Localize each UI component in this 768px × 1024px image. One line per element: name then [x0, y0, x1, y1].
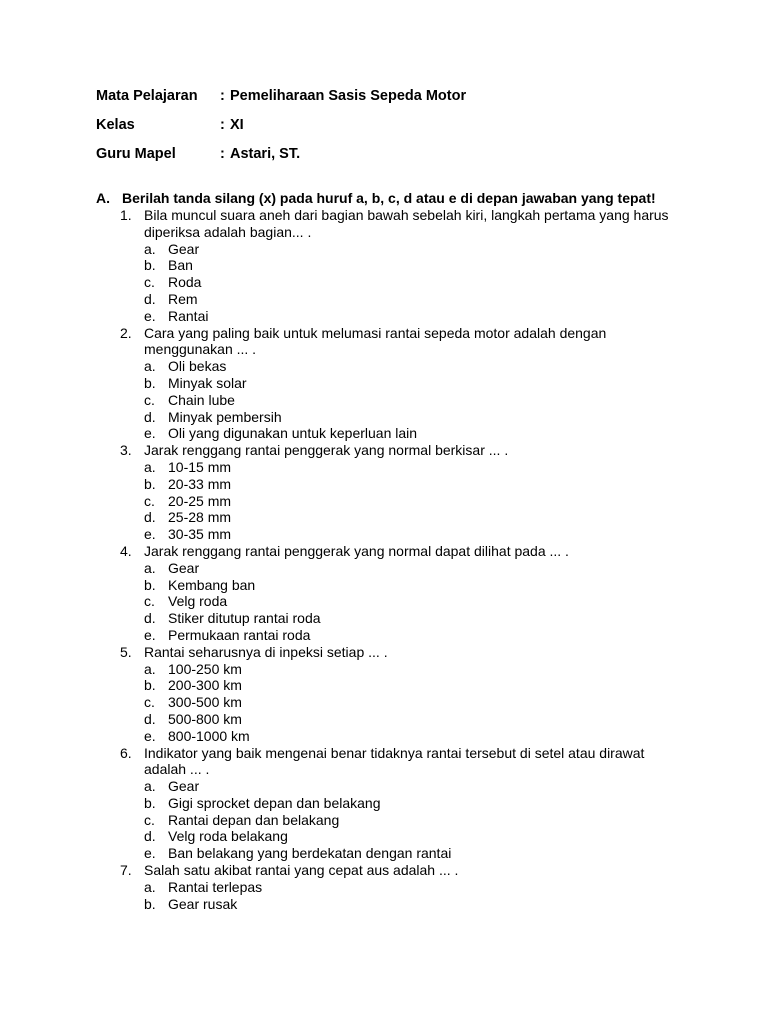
option-text: Rantai depan dan belakang	[168, 811, 340, 828]
option-label: a.	[144, 660, 156, 677]
question-list	[120, 207, 676, 912]
option-item	[144, 728, 676, 745]
option-label: d.	[144, 408, 156, 425]
header-value: Astari, ST.	[230, 146, 301, 162]
option-item	[144, 392, 676, 409]
option-item	[144, 812, 676, 829]
option-label: e.	[144, 526, 156, 543]
option-item	[144, 476, 676, 493]
header-row-subject	[96, 86, 696, 115]
option-text: Gigi sprocket depan dan belakang	[168, 794, 381, 811]
option-label: c.	[144, 694, 155, 711]
option-label: a.	[144, 559, 156, 576]
option-label: b.	[144, 257, 156, 274]
option-label: a.	[144, 358, 156, 375]
question-item	[120, 543, 676, 644]
option-text: 20-25 mm	[168, 492, 232, 509]
option-text: 300-500 km	[168, 694, 242, 711]
option-item	[144, 896, 676, 913]
header-label: Kelas	[96, 117, 135, 133]
option-text: Gear	[168, 559, 200, 576]
option-item	[144, 459, 676, 476]
option-item	[144, 828, 676, 845]
option-text: Permukaan rantai roda	[168, 626, 311, 643]
option-text: Kembang ban	[168, 576, 256, 593]
option-item	[144, 375, 676, 392]
header-row-class	[96, 115, 696, 144]
option-label: b.	[144, 677, 156, 694]
option-text: Ban belakang yang berdekatan dengan rantai	[168, 845, 452, 862]
option-text: Oli yang digunakan untuk keperluan lain	[168, 425, 418, 442]
question-text: Jarak renggang rantai penggerak yang normal berkisar ... .	[144, 442, 509, 459]
option-item	[144, 308, 676, 325]
option-text: Rantai	[168, 307, 209, 324]
option-text: Gear	[168, 778, 200, 795]
option-label: a.	[144, 778, 156, 795]
option-label: d.	[144, 509, 156, 526]
option-item	[144, 627, 676, 644]
option-label: c.	[144, 274, 155, 291]
option-item	[144, 274, 676, 291]
option-item	[144, 610, 676, 627]
option-item	[144, 845, 676, 862]
header-separator: :	[220, 146, 225, 162]
option-text: 20-33 mm	[168, 475, 232, 492]
option-item	[144, 677, 676, 694]
option-text: Roda	[168, 274, 202, 291]
option-item	[144, 577, 676, 594]
option-label: a.	[144, 240, 156, 257]
question-text: Rantai seharusnya di inpeksi setiap ... .	[144, 643, 388, 660]
option-label: c.	[144, 391, 155, 408]
option-label: d.	[144, 610, 156, 627]
document-header	[96, 86, 696, 173]
option-item	[144, 694, 676, 711]
option-item	[144, 241, 676, 258]
option-label: e.	[144, 307, 156, 324]
option-label: b.	[144, 895, 156, 912]
option-text: Gear rusak	[168, 895, 238, 912]
option-item	[144, 526, 676, 543]
question-item	[120, 745, 676, 863]
option-label: c.	[144, 811, 155, 828]
option-item	[144, 778, 676, 795]
option-text: Oli bekas	[168, 358, 227, 375]
section-title	[96, 190, 676, 207]
option-text: Rantai terlepas	[168, 878, 263, 895]
option-item	[144, 711, 676, 728]
header-label: Mata Pelajaran	[96, 88, 198, 104]
option-text: 200-300 km	[168, 677, 242, 694]
option-text: 800-1000 km	[168, 727, 250, 744]
option-item	[144, 257, 676, 274]
option-text: 25-28 mm	[168, 509, 232, 526]
question-item	[120, 644, 676, 745]
option-item	[144, 879, 676, 896]
option-list	[144, 358, 676, 442]
option-text: 30-35 mm	[168, 526, 232, 543]
question-item	[120, 325, 676, 443]
header-row-teacher	[96, 144, 696, 173]
question-number: 1.	[120, 207, 132, 223]
option-list	[144, 560, 676, 644]
option-item	[144, 425, 676, 442]
option-label: d.	[144, 710, 156, 727]
option-list	[144, 661, 676, 745]
option-text: Velg roda	[168, 593, 228, 610]
question-number: 6.	[120, 744, 132, 761]
header-separator: :	[220, 117, 225, 133]
option-item	[144, 661, 676, 678]
option-text: Stiker ditutup rantai roda	[168, 610, 321, 627]
option-text: Chain lube	[168, 391, 235, 408]
header-value: XI	[230, 117, 244, 133]
option-label: b.	[144, 374, 156, 391]
option-label: e.	[144, 845, 156, 862]
option-text: Rem	[168, 290, 198, 307]
option-item	[144, 560, 676, 577]
option-item	[144, 358, 676, 375]
option-text: 500-800 km	[168, 710, 242, 727]
question-item	[120, 442, 676, 543]
option-label: e.	[144, 626, 156, 643]
question-text: Bila muncul suara aneh dari bagian bawah sebelah kiri, langkah pertama yang harus diperiksa adalah bagian... .	[144, 207, 669, 240]
option-list	[144, 778, 676, 862]
option-text: Gear	[168, 240, 200, 257]
option-list	[144, 459, 676, 543]
question-text: Indikator yang baik mengenai benar tidaknya rantai tersebut di setel atau dirawat adalah ... .	[144, 744, 645, 778]
option-item	[144, 409, 676, 426]
option-item	[144, 509, 676, 526]
option-label: a.	[144, 458, 156, 475]
option-label: c.	[144, 593, 155, 610]
option-label: a.	[144, 878, 156, 895]
question-number: 7.	[120, 862, 132, 879]
question-number: 3.	[120, 442, 132, 459]
question-number: 4.	[120, 542, 132, 559]
question-section	[96, 190, 676, 912]
option-label: b.	[144, 794, 156, 811]
question-text: Cara yang paling baik untuk melumasi rantai sepeda motor adalah dengan menggunakan ... .	[144, 324, 607, 358]
option-list	[144, 879, 676, 913]
question-text: Jarak renggang rantai penggerak yang normal dapat dilihat pada ... .	[144, 542, 569, 559]
option-text: 10-15 mm	[168, 458, 232, 475]
option-label: e.	[144, 727, 156, 744]
option-text: Ban	[168, 257, 193, 274]
option-label: b.	[144, 576, 156, 593]
option-text: Minyak solar	[168, 374, 247, 391]
question-text: Salah satu akibat rantai yang cepat aus adalah ... .	[144, 862, 459, 879]
option-item	[144, 291, 676, 308]
option-item	[144, 593, 676, 610]
option-label: e.	[144, 425, 156, 442]
question-number: 5.	[120, 643, 132, 660]
option-item	[144, 493, 676, 510]
question-item	[120, 862, 676, 912]
option-text: 100-250 km	[168, 660, 242, 677]
option-label: d.	[144, 290, 156, 307]
section-letter: A.	[96, 190, 110, 206]
question-number: 2.	[120, 324, 132, 341]
header-separator: :	[220, 88, 225, 104]
option-label: b.	[144, 475, 156, 492]
option-text: Minyak pembersih	[168, 408, 282, 425]
header-label: Guru Mapel	[96, 146, 176, 162]
option-label: c.	[144, 492, 155, 509]
section-instruction: Berilah tanda silang (x) pada huruf a, b, c, d atau e di depan jawaban yang tepat!	[122, 190, 656, 206]
option-text: Velg roda belakang	[168, 828, 288, 845]
header-value: Pemeliharaan Sasis Sepeda Motor	[230, 88, 467, 104]
option-label: d.	[144, 828, 156, 845]
question-item	[120, 207, 676, 325]
option-item	[144, 795, 676, 812]
option-list	[144, 241, 676, 325]
